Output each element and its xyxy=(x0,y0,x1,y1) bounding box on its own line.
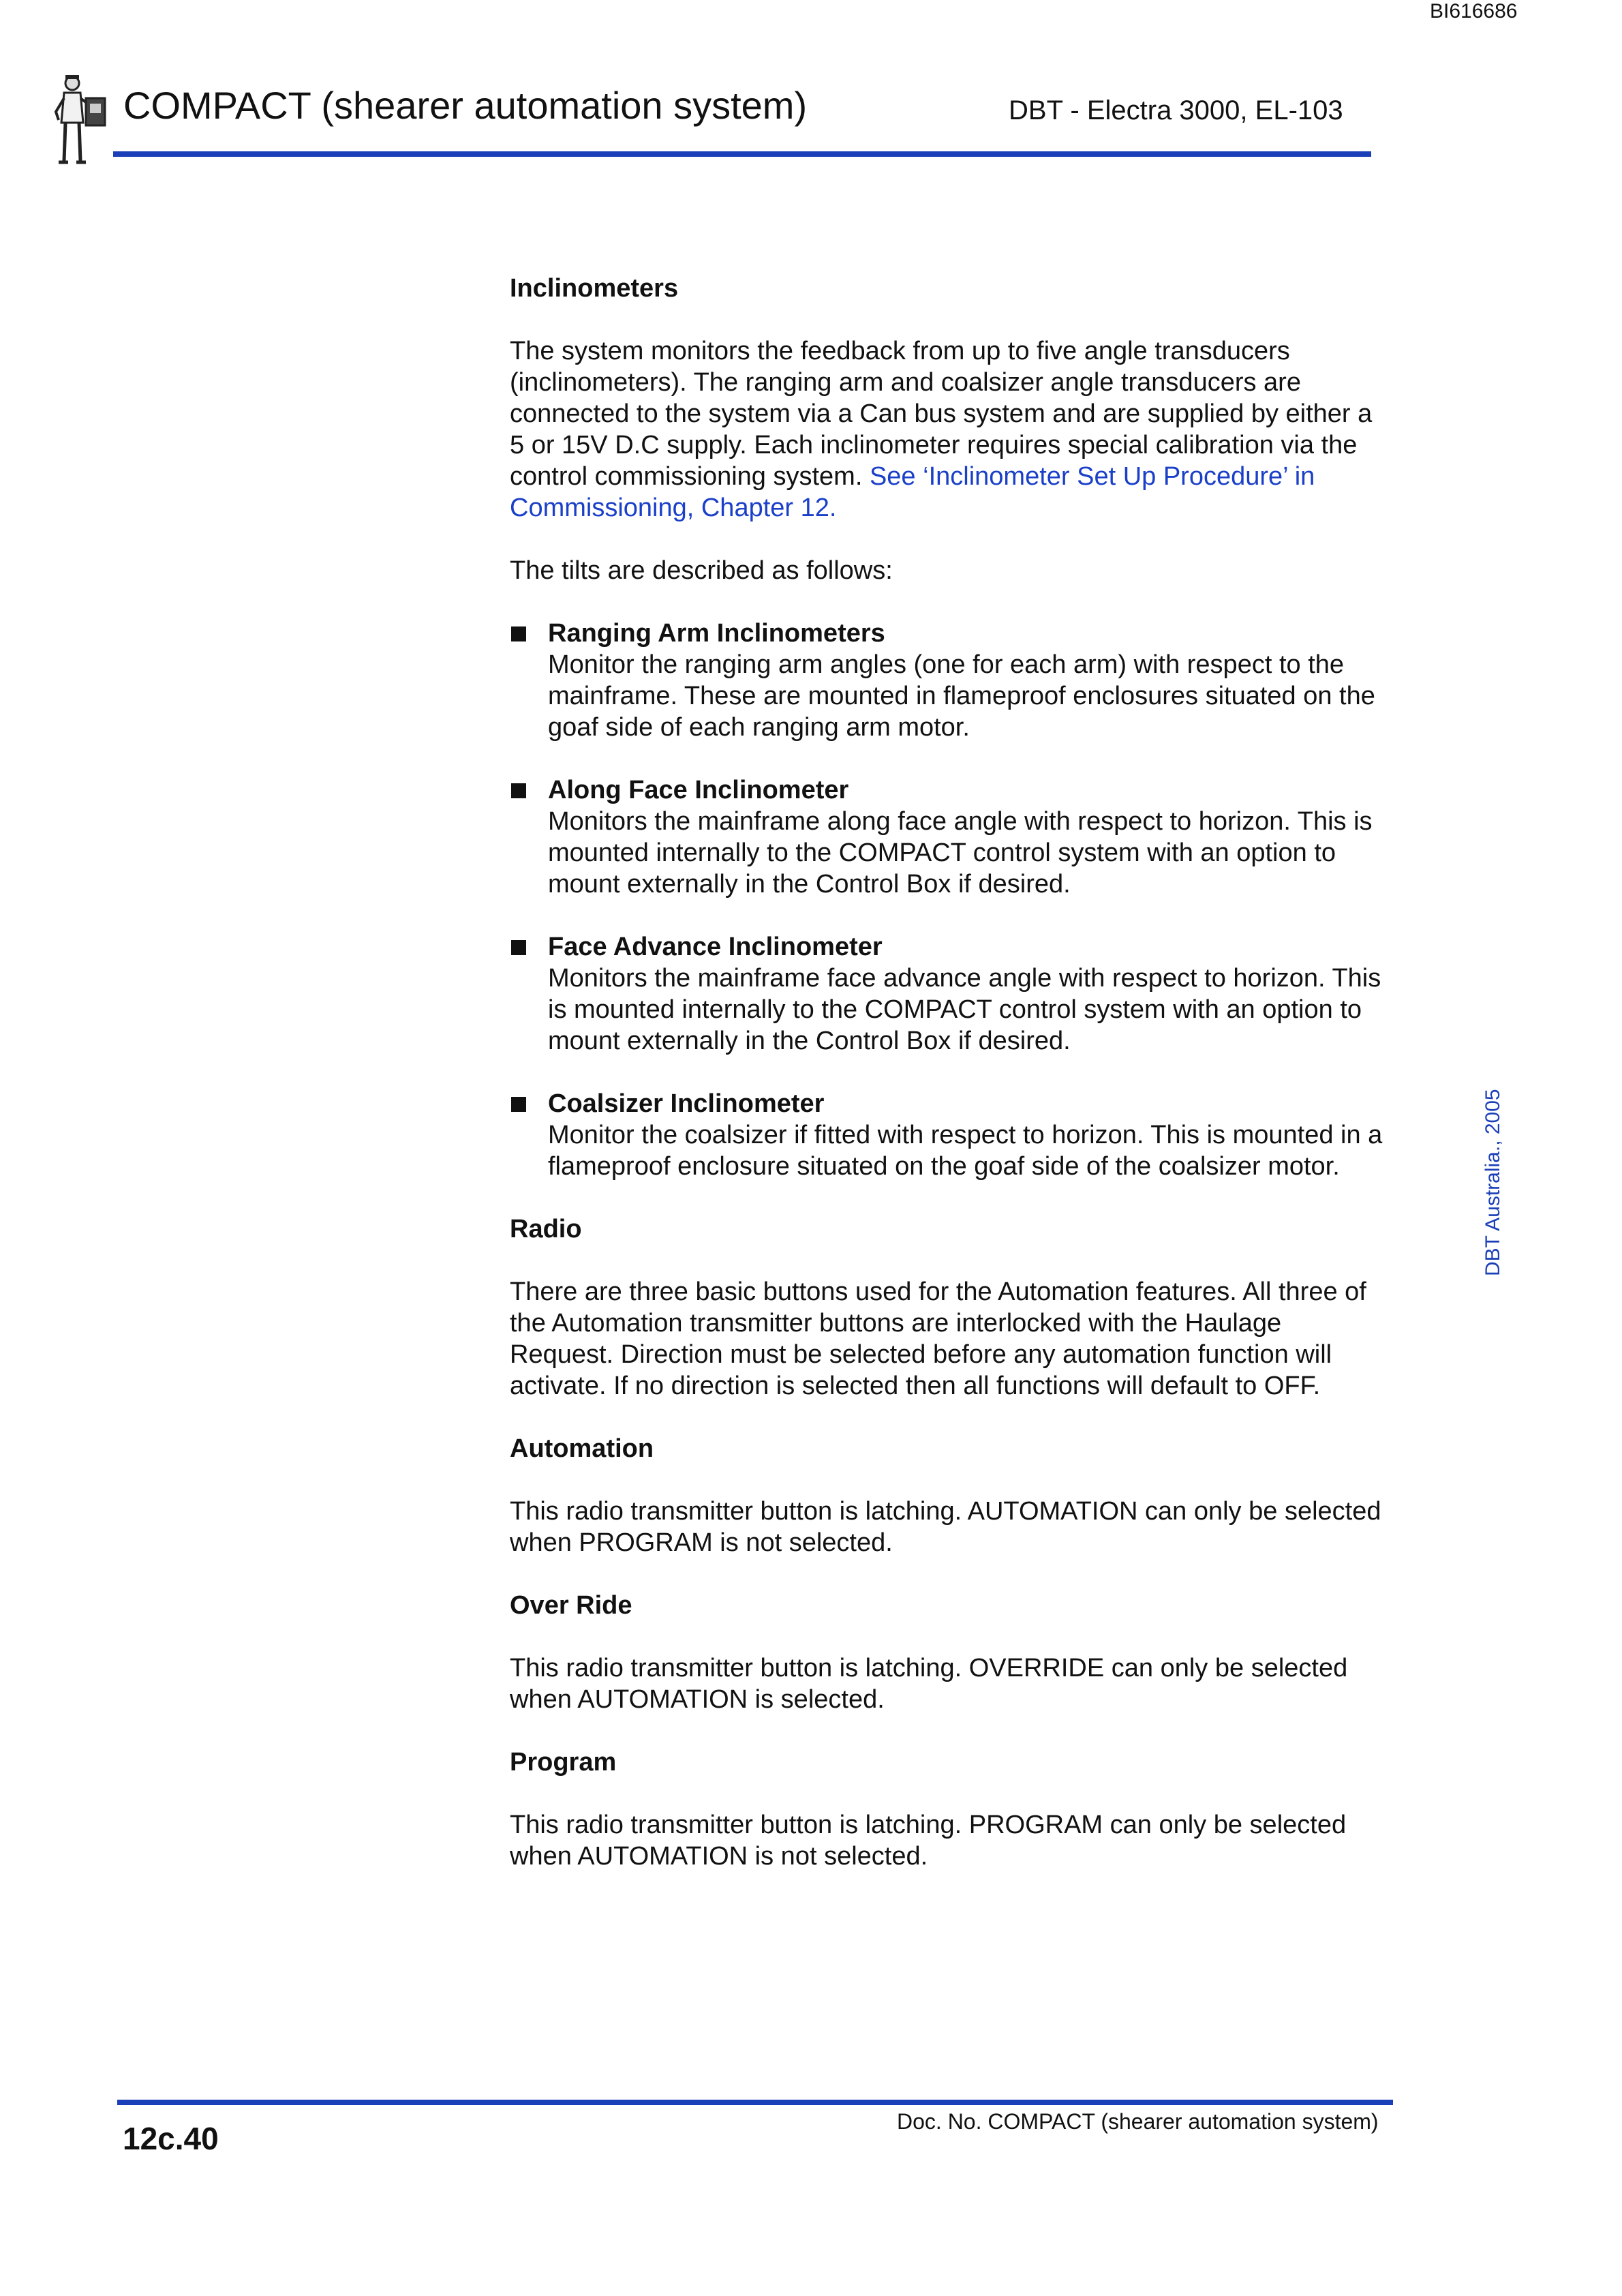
header-subtitle: DBT - Electra 3000, EL-103 xyxy=(1009,95,1343,125)
square-bullet-icon xyxy=(511,783,526,798)
list-item xyxy=(510,774,1389,900)
commissioning-link[interactable]: See ‘Inclinometer Set Up Procedure’ in Commissioning, Chapter 12. xyxy=(510,462,1315,522)
section-heading-override: Over Ride xyxy=(510,1591,632,1620)
copyright-side-note: DBT Australia., 2005 xyxy=(1482,1089,1504,1276)
list-item xyxy=(510,618,1389,743)
list-item-title: Face Advance Inclinometer xyxy=(548,933,883,961)
override-paragraph: This radio transmitter button is latching. OVERRIDE can only be selected when AUTOMATION is selected. xyxy=(510,1654,1348,1714)
footer-rule xyxy=(117,2100,1393,2105)
automation-paragraph: This radio transmitter button is latching. AUTOMATION can only be selected when PROGRAM is not selected. xyxy=(510,1497,1381,1557)
square-bullet-icon xyxy=(511,940,526,955)
list-item xyxy=(510,1088,1389,1182)
tilts-intro: The tilts are described as follows: xyxy=(510,556,893,585)
list-item-text: Monitors the mainframe face advance angle with respect to horizon. This is mounted internally to the COMPACT control system with an option to mount externally in the Control Box if desired. xyxy=(548,964,1381,1055)
inclinometers-paragraph xyxy=(510,335,1389,524)
list-item-title: Along Face Inclinometer xyxy=(548,776,849,804)
list-item-text: Monitors the mainframe along face angle with respect to horizon. This is mounted internally to the COMPACT control system with an option to mount externally in the Control Box if desired. xyxy=(548,807,1373,898)
miner-figure-icon xyxy=(53,74,114,166)
header-title: COMPACT (shearer automation system) xyxy=(123,84,808,127)
document-id: BI616686 xyxy=(1430,0,1518,22)
section-heading-automation: Automation xyxy=(510,1434,654,1463)
program-paragraph: This radio transmitter button is latching. PROGRAM can only be selected when AUTOMATION is not selected. xyxy=(510,1811,1347,1871)
list-item-text: Monitor the coalsizer if fitted with respect to horizon. This is mounted in a flameproof enclosure situated on the goaf side of the coalsizer motor. xyxy=(548,1121,1383,1181)
section-heading-program: Program xyxy=(510,1748,617,1777)
square-bullet-icon xyxy=(511,626,526,641)
list-item-text: Monitor the ranging arm angles (one for each arm) with respect to the mainframe. These are mounted in flameproof enclosures situated on the goaf side of each ranging arm motor. xyxy=(548,650,1375,742)
page-number: 12c.40 xyxy=(123,2121,219,2156)
header-rule xyxy=(113,151,1371,157)
footer-doc-reference: Doc. No. COMPACT (shearer automation system) xyxy=(897,2109,1379,2134)
section-heading-radio: Radio xyxy=(510,1215,582,1243)
list-item-title: Coalsizer Inclinometer xyxy=(548,1089,825,1118)
list-item xyxy=(510,931,1389,1057)
square-bullet-icon xyxy=(511,1097,526,1112)
section-heading-inclinometers: Inclinometers xyxy=(510,274,679,303)
list-item-title: Ranging Arm Inclinometers xyxy=(548,619,885,648)
radio-paragraph: There are three basic buttons used for the Automation features. All three of the Automation transmitter buttons are interlocked with the Haulage Request. Direction must be selected before any automation function will activate. If no direction is selected then all functions will default to OFF. xyxy=(510,1278,1366,1400)
main-content xyxy=(510,273,1389,1903)
inclinometers-text: The system monitors the feedback from up to five angle transducers (inclinometers). The ranging arm and coalsizer angle transducers are connected to the system via a Can bus system and are supplied by either a 5 or 15V D.C supply. Each inclinometer requires special calibration via the control commissioning system. xyxy=(510,337,1373,491)
